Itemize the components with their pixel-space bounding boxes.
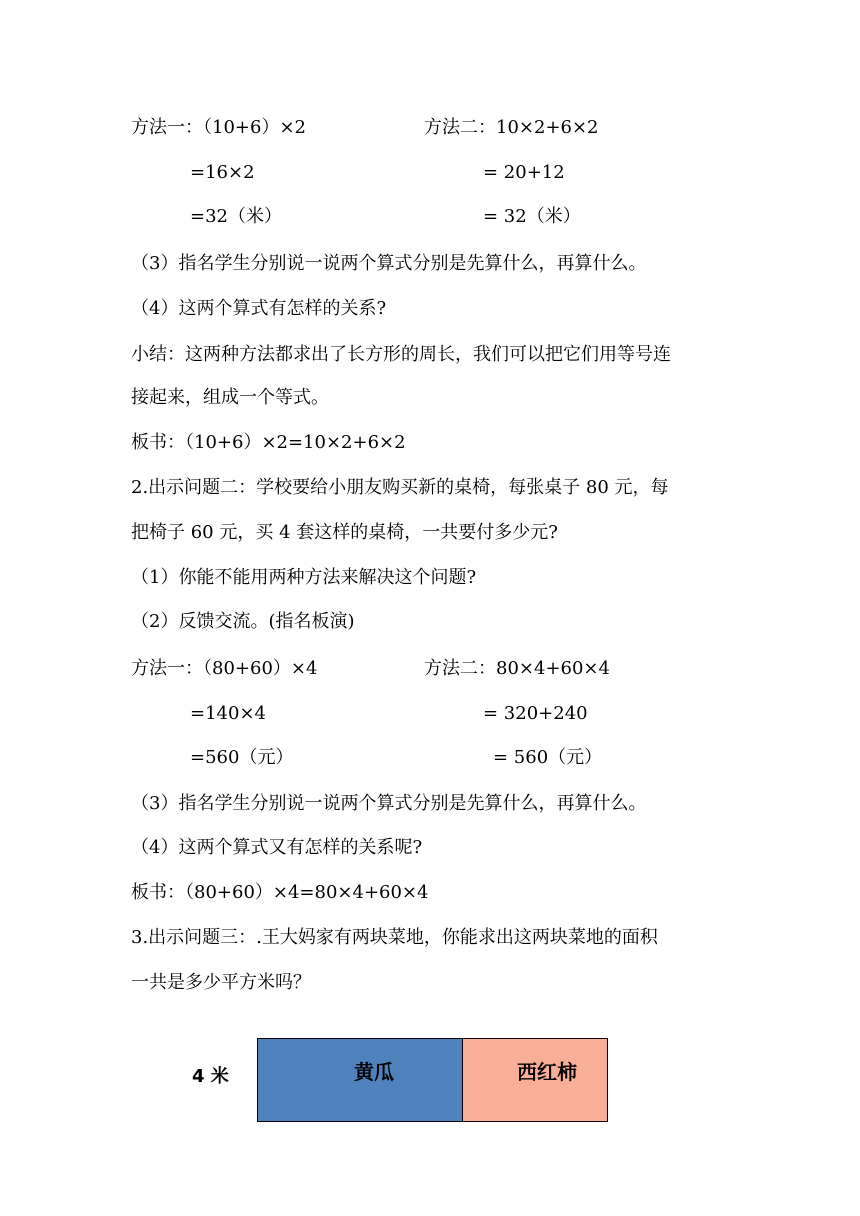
board-writing-1: 板书：（10+6）×2=10×2+6×2 — [131, 432, 406, 453]
method2-line1: 方法二：10×2+6×2 — [424, 117, 599, 138]
method2-line2: = 20+12 — [483, 162, 565, 183]
problem2-question-3: （3）指名学生分别说一说两个算式分别是先算什么，再算什么。 — [131, 793, 647, 814]
problem2-question-2: （2）反馈交流。(指名板演) — [131, 611, 355, 632]
problem3-line1: 3.出示问题三：.王大妈家有两块菜地，你能求出这两块菜地的面积 — [131, 927, 658, 948]
method1-line2: =16×2 — [190, 162, 255, 183]
problem2-method1-line2: =140×4 — [190, 703, 266, 724]
problem2-method1-line1: 方法一：（80+60）×4 — [131, 658, 318, 679]
problem2-question-1: （1）你能不能用两种方法来解决这个问题? — [131, 567, 477, 588]
problem2-method1-line3: =560（元） — [190, 747, 294, 768]
summary-line1: 小结：这两种方法都求出了长方形的周长，我们可以把它们用等号连 — [131, 344, 671, 365]
cucumber-plot-label: 黄瓜 — [354, 1060, 394, 1084]
problem2-question-4: （4）这两个算式又有怎样的关系呢? — [131, 837, 423, 858]
problem2-line1: 2.出示问题二：学校要给小朋友购买新的桌椅，每张桌子 80 元，每 — [131, 477, 669, 498]
board-writing-2: 板书：（80+60）×4=80×4+60×4 — [131, 882, 429, 903]
method1-line1: 方法一：（10+6）×2 — [131, 117, 306, 138]
method2-line3: = 32（米） — [483, 206, 581, 227]
problem2-line2: 把椅子 60 元，买 4 套这样的桌椅，一共要付多少元? — [131, 522, 558, 543]
problem3-line2: 一共是多少平方米吗？ — [131, 972, 311, 993]
problem2-method2-line1: 方法二：80×4+60×4 — [424, 658, 610, 679]
height-label: 4 米 — [192, 1066, 229, 1087]
problem2-method2-line3: = 560（元） — [493, 747, 603, 768]
summary-line2: 接起来，组成一个等式。 — [131, 387, 329, 408]
tomato-plot-label: 西红柿 — [517, 1060, 577, 1084]
problem2-method2-line2: = 320+240 — [483, 703, 588, 724]
question-4: （4）这两个算式有怎样的关系? — [131, 298, 387, 319]
method1-line3: =32（米） — [190, 206, 282, 227]
question-3: （3）指名学生分别说一说两个算式分别是先算什么，再算什么。 — [131, 253, 647, 274]
